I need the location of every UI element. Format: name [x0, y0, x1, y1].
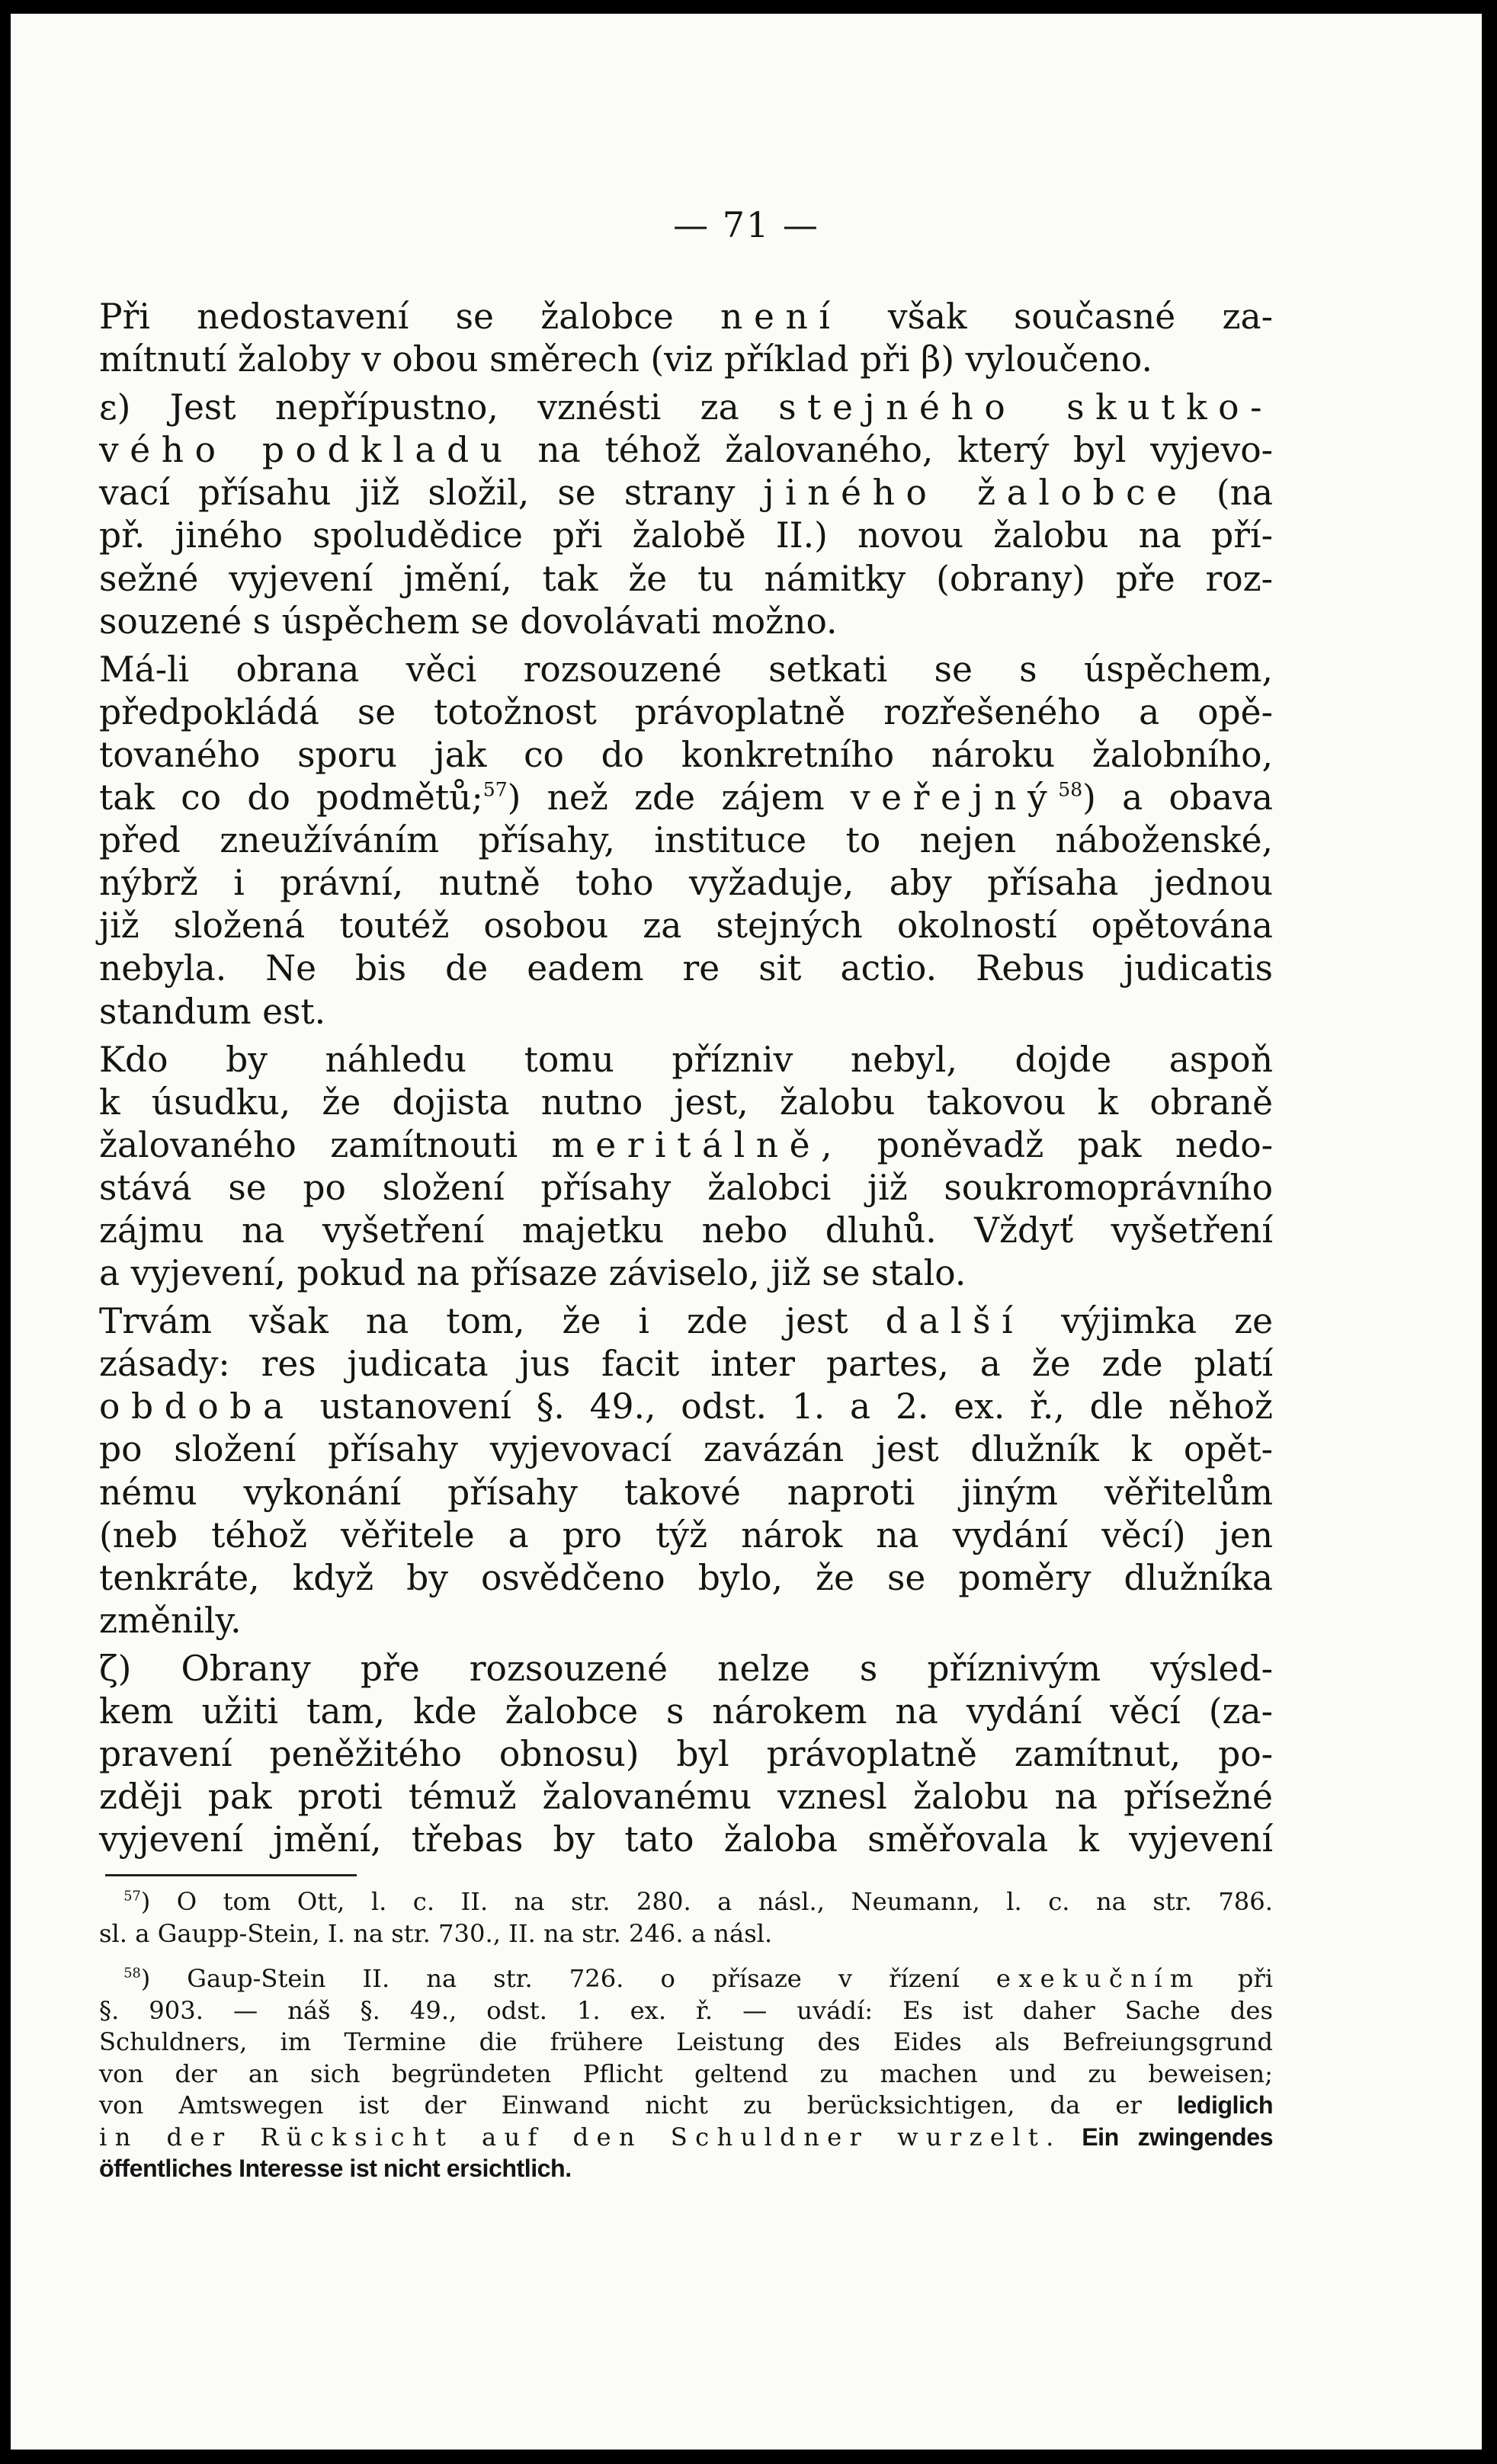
text-line: (neb téhož věřitele a pro týž nárok na vydání věcí) jen — [99, 1514, 1273, 1556]
emphasis-spaced: vého podkladu — [99, 430, 514, 471]
text-run: žalovaného zamítnouti — [99, 1124, 518, 1165]
text-line: §. 903. — náš §. 49., odst. 1. ex. ř. — uvádí: Es ist daher Sache des — [99, 1995, 1273, 2025]
text-line — [99, 777, 1273, 819]
text-run: Při nedostavení se žalobce — [99, 296, 674, 337]
text-line: ζ) Obrany pře rozsouzené nelze s příznivým výsled- — [99, 1648, 1273, 1689]
emphasis-bold: lediglich — [1176, 2091, 1273, 2119]
text-line: vyjevení jmění, třebas by tato žaloba směřovala k vyjevení — [99, 1819, 1273, 1860]
text-run: ε) Jest nepřípustno, vznésti za — [99, 387, 739, 428]
text-run: tak co do podmětů; — [99, 777, 483, 819]
text-run: však současné za- — [887, 296, 1274, 337]
text-line: Schuldners, im Termine die frühere Leistung des Eides als Befreiungsgrund — [99, 2027, 1273, 2056]
text-run: ) a obava — [1082, 777, 1273, 819]
text-line: stává se po složení přísahy žalobci již soukromoprávního — [99, 1167, 1273, 1208]
footnotes — [99, 1886, 1273, 2185]
main-text — [99, 296, 1273, 1861]
emphasis-spaced: veřejný — [850, 777, 1059, 819]
text-run: vací přísahu již složil, se strany — [99, 473, 736, 514]
book-page — [11, 14, 1482, 2450]
footnote-ref-58[interactable]: 58 — [1058, 778, 1083, 801]
emphasis-spaced: meritálně, — [551, 1124, 844, 1165]
footnote-57 — [99, 1886, 1273, 1950]
text-line: zásady: res judicata jus facit inter partes, a že zde platí — [99, 1344, 1273, 1385]
emphasis-bold: öffentliches Interesse ist nicht ersichtlich. — [99, 2155, 572, 2182]
text-line: standum est. — [99, 991, 326, 1032]
text-line: po složení přísahy vyjevovací zavázán jest dlužník k opět- — [99, 1429, 1273, 1470]
text-line — [99, 1886, 1273, 1918]
emphasis-spaced: stejného skutko- — [778, 387, 1274, 428]
text-run: von Amtswegen ist der Einwand nicht zu berücksichtigen, da er — [99, 2091, 1142, 2120]
emphasis-spaced: další — [885, 1301, 1024, 1342]
text-line: kem užiti tam, kde žalobce s nárokem na vydání věcí (za- — [99, 1691, 1273, 1732]
text-line — [99, 1124, 1273, 1167]
text-run: výjimka ze — [1061, 1301, 1273, 1342]
paragraph-6 — [99, 1648, 1273, 1861]
paragraph-3 — [99, 649, 1273, 1033]
footnote-marker: 57 — [123, 1889, 141, 1905]
text-line: von der an sich begründeten Pflicht geltend zu machen und zu beweisen; — [99, 2059, 1273, 2088]
text-line — [99, 1963, 1273, 1995]
emphasis-spaced: není — [720, 296, 841, 337]
text-line — [99, 1300, 1273, 1343]
text-line — [99, 386, 1273, 429]
emphasis-spaced: jiného žalobce — [763, 473, 1188, 514]
footnote-divider — [105, 1874, 357, 1876]
text-run: (na — [1216, 473, 1274, 514]
text-line — [99, 2153, 1273, 2185]
text-line: mítnutí žaloby v obou směrech (viz příklad při β) vyloučeno. — [99, 339, 1152, 380]
text-line: zájmu na vyšetření majetku nebo dluhů. Vždyť vyšetření — [99, 1210, 1273, 1251]
text-run: ) O tom Ott, l. c. II. na str. 280. a násl., Neumann, l. c. na str. 786. — [140, 1887, 1273, 1916]
emphasis-spaced: in der Rücksicht auf den Schuldner wurzelt. — [99, 2122, 1062, 2152]
text-line: nýbrž i právní, nutně toho vyžaduje, aby přísaha jednou — [99, 863, 1273, 904]
text-line: před zneužíváním přísahy, instituce to nejen náboženské, — [99, 820, 1273, 861]
text-run: na téhož žalovaného, který byl vyjevo- — [537, 430, 1273, 471]
paragraph-2 — [99, 386, 1273, 643]
footnote-marker: 58 — [123, 1966, 141, 1982]
text-line: Má-li obrana věci rozsouzené setkati se s úspěchem, — [99, 649, 1273, 690]
text-line: a vyjevení, pokud na přísaze záviselo, již se stalo. — [99, 1253, 966, 1294]
emphasis-bold: Ein zwingendes — [1082, 2123, 1273, 2151]
page-number: — 71 — — [673, 204, 819, 245]
text-line: k úsudku, že dojista nutno jest, žalobu takovou k obraně — [99, 1081, 1273, 1123]
text-line — [99, 1386, 1273, 1428]
text-run: ) než zde zájem — [507, 777, 825, 819]
footnote-58 — [99, 1963, 1273, 2185]
emphasis-spaced: obdoba — [99, 1386, 295, 1427]
text-line: nebyla. Ne bis de eadem re sit actio. Rebus judicatis — [99, 948, 1273, 989]
text-line: Kdo by náhledu tomu přízniv nebyl, dojde aspoň — [99, 1039, 1273, 1080]
text-line: změnily. — [99, 1600, 242, 1641]
text-line: sl. a Gaupp-Stein, I. na str. 730., II. na str. 246. a násl. — [99, 1918, 773, 1948]
text-line: předpokládá se totožnost právoplatně rozřešeného a opě- — [99, 691, 1273, 732]
text-line — [99, 472, 1273, 514]
text-run: ) Gaup-Stein II. na str. 726. o přísaze v řízení — [140, 1964, 960, 1993]
text-line: sežné vyjevení jmění, tak že tu námitky (obrany) pře roz- — [99, 558, 1273, 599]
text-line — [99, 2090, 1273, 2122]
text-line: tenkráte, když by osvědčeno bylo, že se poměry dlužníka — [99, 1557, 1273, 1598]
text-line: zději pak proti témuž žalovanému vznesl žalobu na přísežné — [99, 1777, 1273, 1818]
emphasis-spaced: exekučním — [995, 1964, 1201, 1993]
text-line: pravení peněžitého obnosu) byl právoplatně zamítnut, po- — [99, 1734, 1273, 1775]
text-run: Trvám však na tom, že i zde jest — [99, 1301, 848, 1342]
text-line: nému vykonání přísahy takové naproti jiným věřitelům — [99, 1472, 1273, 1513]
paragraph-1 — [99, 296, 1273, 381]
text-run: při — [1237, 1964, 1274, 1993]
text-line: tovaného sporu jak co do konkretního nároku žalobního, — [99, 734, 1273, 775]
text-line: již složená toutéž osobou za stejných okolností opětována — [99, 905, 1273, 947]
paragraph-4 — [99, 1039, 1273, 1296]
paragraph-5 — [99, 1300, 1273, 1642]
text-line: souzené s úspěchem se dovolávati možno. — [99, 601, 838, 642]
text-run: ustanovení §. 49., odst. 1. a 2. ex. ř., dle něhož — [319, 1386, 1273, 1427]
text-run: poněvadž pak nedo- — [877, 1124, 1274, 1165]
footnote-ref-57[interactable]: 57 — [482, 778, 508, 801]
text-line: př. jiného spoludědice při žalobě II.) novou žalobu na pří- — [99, 515, 1273, 556]
text-line — [99, 2122, 1273, 2154]
text-line — [99, 296, 1273, 338]
text-line — [99, 429, 1273, 472]
